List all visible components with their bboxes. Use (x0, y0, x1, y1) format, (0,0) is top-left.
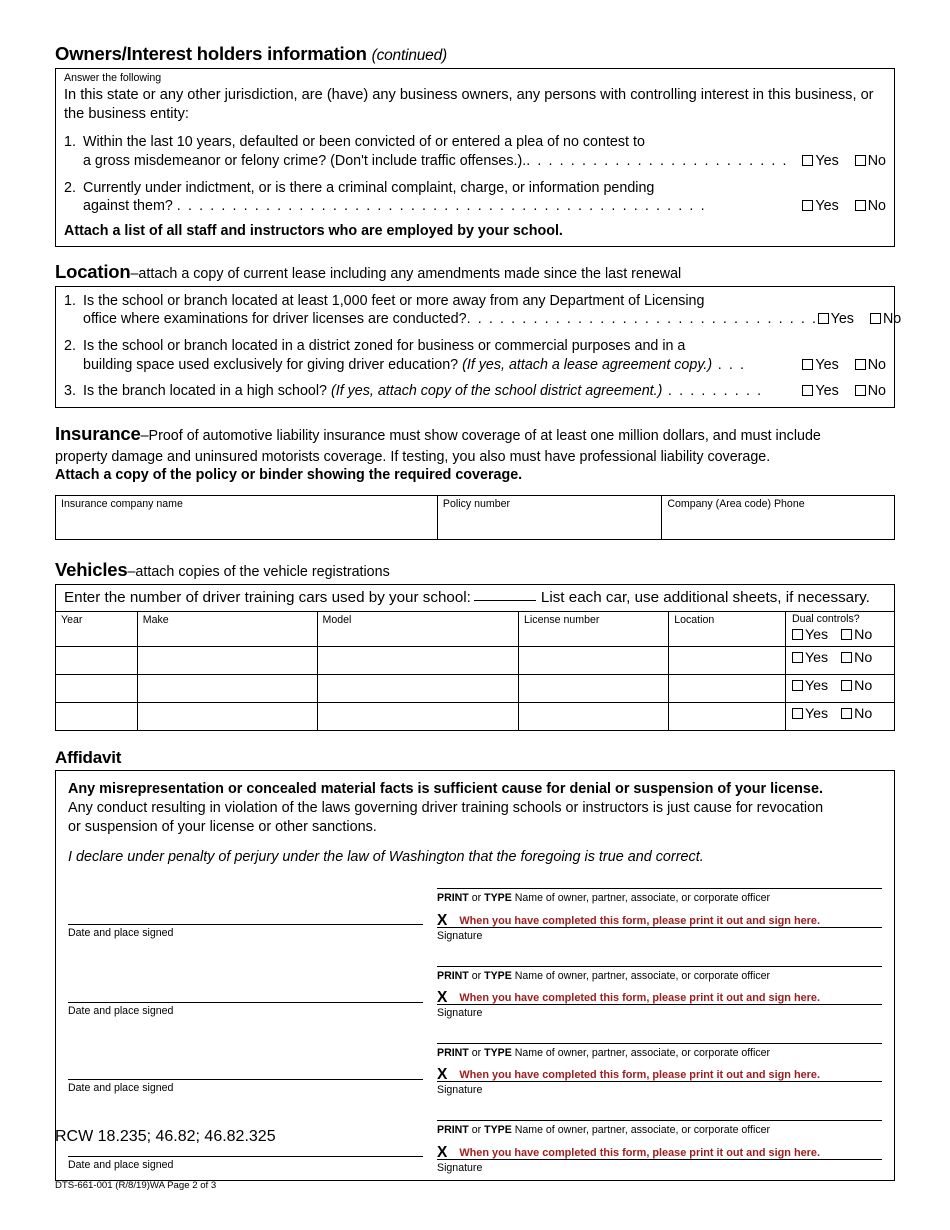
location-q2-no-label: No (867, 357, 886, 374)
vehicles-row2-dual (785, 647, 894, 675)
vehicles-row2-dual-no-label: No (854, 650, 873, 667)
vehicles-row1-dual-yes-checkbox[interactable] (792, 629, 803, 640)
signature-input-1[interactable] (437, 911, 882, 927)
owners-q2-yes-label: Yes (815, 198, 839, 215)
print-label-rest-1: Name of owner, partner, associate, or corporate officer (511, 892, 771, 905)
owners-q2-no-label: No (867, 198, 886, 215)
signature-x-mark-2: X (437, 988, 448, 1006)
vehicles-row2-dual-yes-label: Yes (804, 650, 829, 667)
affidavit-body-line1: Any conduct resulting in violation of the laws governing driver training schools or instructors is just cause for revocation (68, 800, 824, 817)
signature-caption-4: Signature (437, 1161, 483, 1174)
signature-input-4[interactable] (437, 1143, 882, 1159)
date-place-input-1[interactable] (68, 888, 423, 924)
date-place-input-3[interactable] (68, 1043, 423, 1079)
vehicles-row2-license[interactable] (519, 647, 669, 675)
print-name-caption-4 (437, 1124, 882, 1136)
vehicles-col-year-label: Year (61, 614, 83, 627)
vehicles-row2-dual-yes-checkbox[interactable] (792, 652, 803, 663)
location-q1-line1: Is the school or branch located at least 1,000 feet or more away from any Department of Licensing (83, 292, 705, 309)
vehicles-table (55, 584, 895, 731)
signature-block-3 (68, 1043, 882, 1096)
signature-block-3-left (68, 1043, 423, 1096)
vehicles-row2-model[interactable] (317, 647, 519, 675)
vehicles-row1-dual-options[interactable] (792, 627, 890, 643)
vehicles-row1-dual-no-checkbox[interactable] (841, 629, 852, 640)
vehicles-row3-make[interactable] (137, 675, 317, 703)
owners-q1-no-option[interactable] (855, 152, 886, 171)
owners-q2-no-option[interactable] (855, 197, 886, 216)
location-question-1 (64, 292, 902, 330)
date-place-caption-4: Date and place signed (68, 1159, 174, 1172)
signature-block-4-right (437, 1120, 882, 1179)
location-q3-line2: Is the branch located in a high school? (83, 383, 331, 399)
location-q1-no-checkbox[interactable] (870, 313, 881, 324)
signature-x-mark-4: X (437, 1143, 448, 1161)
affidavit-box (55, 770, 895, 1180)
insurance-company-name-label: Insurance company name (61, 497, 183, 510)
vehicles-count-suffix: List each car, use additional sheets, if necessary. (540, 589, 870, 607)
insurance-fields-table (55, 495, 895, 540)
vehicles-row3-dual-options[interactable] (792, 678, 890, 694)
date-place-rule-3 (68, 1079, 423, 1080)
vehicles-col-dual-label: Dual controls? (791, 613, 860, 626)
location-heading-dash: –attach a copy of current lease including any amendments made since the last renewal (130, 265, 682, 282)
vehicles-col-license (519, 612, 669, 647)
vehicles-col-dual-controls (785, 612, 894, 647)
owners-q1-line2: a gross misdemeanor or felony crime? (Don't include traffic offenses.). (83, 152, 527, 169)
location-question-box (55, 286, 902, 408)
vehicles-row1-dual-no-label: No (854, 627, 873, 644)
print-label-rest-3: Name of owner, partner, associate, or corporate officer (511, 1047, 771, 1060)
date-place-rule-4 (68, 1156, 423, 1157)
location-q3-no-option[interactable] (855, 382, 886, 401)
vehicles-row4-dual-yes-checkbox[interactable] (792, 708, 803, 719)
vehicles-row4-location[interactable] (669, 703, 786, 731)
print-label-bold-4: PRINT (437, 1124, 469, 1137)
vehicles-row3-dual-yes-label: Yes (804, 678, 829, 695)
owners-q1-yes-checkbox[interactable] (802, 155, 813, 166)
vehicles-row2-location[interactable] (669, 647, 786, 675)
signature-red-note-1: When you have completed this form, please print it out and sign here. (459, 914, 820, 927)
signature-block-3-right (437, 1043, 882, 1096)
owners-q1-no-checkbox[interactable] (855, 155, 866, 166)
owners-q1-number: 1. (64, 133, 76, 150)
vehicles-row2-make[interactable] (137, 647, 317, 675)
print-name-rule-2 (437, 966, 882, 967)
location-heading-text: Location (55, 260, 131, 282)
print-name-rule-3 (437, 1043, 882, 1044)
vehicles-row4-dual-options[interactable] (792, 706, 890, 722)
table-row (56, 675, 894, 703)
signature-block-1 (68, 888, 882, 941)
location-q1-line2: office where examinations for driver licenses are conducted? (83, 311, 467, 328)
date-place-caption-1: Date and place signed (68, 927, 174, 940)
affidavit-body-line2: or suspension of your license or other sanctions. (68, 818, 377, 835)
location-q3-yes-checkbox[interactable] (802, 385, 813, 396)
location-q1-yes-option[interactable] (818, 310, 854, 329)
vehicles-row4-dual-no-checkbox[interactable] (841, 708, 852, 719)
signature-block-2 (68, 966, 882, 1019)
print-name-rule-4 (437, 1120, 882, 1121)
location-q2-line1: Is the school or branch located in a district zoned for business or commercial purposes and in a (83, 338, 686, 355)
vehicles-col-make (137, 612, 317, 647)
table-row (56, 647, 894, 675)
insurance-policy-number-label: Policy number (442, 497, 511, 510)
vehicles-col-model-label: Model (322, 614, 352, 627)
owners-q2-no-checkbox[interactable] (855, 200, 866, 211)
location-q3-yes-label: Yes (815, 383, 839, 399)
print-label-bold2-4: TYPE (484, 1124, 512, 1137)
vehicles-row3-dual-no-label: No (854, 678, 873, 695)
vehicles-count-prompt: Enter the number of driver training cars used by your school: (64, 589, 471, 607)
signature-red-note-2: When you have completed this form, please print it out and sign here. (459, 991, 820, 1004)
signature-x-mark-3: X (437, 1066, 448, 1084)
vehicles-row4-license[interactable] (519, 703, 669, 731)
signature-red-note-4: When you have completed this form, please print it out and sign here. (459, 1146, 820, 1159)
affidavit-bold-line: Any misrepresentation or concealed material facts is sufficient cause for denial or suspension of your license. (68, 781, 823, 798)
owners-q1-yes-option[interactable] (802, 152, 838, 171)
signature-block-2-right (437, 966, 882, 1019)
owners-question-1 (64, 133, 886, 171)
date-place-input-2[interactable] (68, 966, 423, 1002)
vehicles-col-year (56, 612, 137, 647)
leader-dots: . . . (712, 357, 746, 374)
vehicles-heading-dash: –attach copies of the vehicle registrations (127, 563, 390, 580)
owners-q1-yes-label: Yes (815, 152, 839, 169)
location-q2-number: 2. (64, 338, 76, 355)
vehicles-heading-text: Vehicles (55, 558, 128, 580)
affidavit-section-heading: Affidavit (55, 748, 122, 768)
vehicles-row2-year[interactable] (56, 647, 137, 675)
location-q3-line2-italic: (If yes, attach copy of the school district agreement.) (330, 383, 663, 399)
answer-the-following-label: Answer the following (64, 71, 162, 84)
insurance-section-heading (55, 424, 895, 445)
location-section-heading (55, 262, 895, 283)
location-question-2 (64, 337, 886, 375)
vehicles-row3-location[interactable] (669, 675, 786, 703)
signature-input-2[interactable] (437, 988, 882, 1004)
table-row (56, 703, 894, 731)
insurance-phone-label: Company (Area code) Phone (667, 497, 805, 510)
location-q3-no-label: No (867, 383, 886, 399)
signature-red-note-3: When you have completed this form, please print it out and sign here. (459, 1069, 820, 1082)
signature-rule-2 (437, 1004, 882, 1005)
vehicles-section-heading (55, 560, 895, 581)
location-question-3 (64, 382, 886, 401)
leader-dots: . . . . . . . . . . . . . . . . . . . . . . . . . . . . . . . . . . . . . . . . . . . . . . . . (176, 198, 707, 215)
insurance-body-line2: property damage and uninsured motorists coverage. If testing, you also must have professional liability coverage. (55, 448, 771, 465)
signature-block-2-left (68, 966, 423, 1019)
location-q3-no-checkbox[interactable] (855, 385, 866, 396)
leader-dots: . . . . . . . . . . . . . . . . . . . . . . . . (526, 152, 789, 169)
signature-x-mark-1: X (437, 911, 448, 929)
owners-q1-line1: Within the last 10 years, defaulted or been convicted of or entered a plea of no contest to (83, 133, 645, 150)
location-q1-no-option[interactable] (870, 310, 901, 329)
print-label-bold2-1: TYPE (484, 892, 512, 905)
insurance-policy-number-cell[interactable] (437, 496, 661, 539)
print-label-bold2-3: TYPE (484, 1047, 512, 1060)
signature-input-3[interactable] (437, 1065, 882, 1084)
location-q2-no-checkbox[interactable] (855, 359, 866, 370)
owners-question-2 (64, 179, 886, 217)
leader-dots: . . . . . . . . . . . . . . . . . . . . . . . . . . . . . . . . (466, 311, 818, 328)
owners-attach-note: Attach a list of all staff and instructors who are employed by your school. (64, 223, 563, 240)
print-name-rule-1 (437, 888, 882, 889)
table-row (56, 496, 894, 539)
location-q2-yes-checkbox[interactable] (802, 359, 813, 370)
vehicles-row3-license[interactable] (519, 675, 669, 703)
location-q3-yes-option[interactable] (802, 382, 838, 401)
owners-question-box (55, 68, 895, 247)
vehicles-row2-dual-options[interactable] (792, 650, 890, 666)
location-q1-no-label: No (882, 311, 902, 328)
owners-heading-text: Owners/Interest holders information (55, 43, 367, 64)
print-label-bold-3: PRINT (437, 1047, 469, 1060)
print-name-caption-3 (437, 1047, 882, 1059)
print-name-caption-1 (437, 892, 882, 904)
print-label-mid-1: or (468, 892, 485, 905)
vehicles-row3-dual (785, 675, 894, 703)
insurance-heading-dash: –Proof of automotive liability insurance must show coverage of at least one million dollars, and must include (140, 427, 821, 444)
vehicles-row2-dual-no-checkbox[interactable] (841, 652, 852, 663)
location-q3-number: 3. (64, 383, 76, 399)
vehicles-row4-dual (785, 703, 894, 731)
insurance-heading-text: Insurance (55, 422, 141, 444)
print-label-mid-2: or (468, 969, 485, 982)
owners-intro-text: In this state or any other jurisdiction, are (have) any business owners, any persons with controlling interest in this business, or the business entity: (64, 86, 874, 122)
print-label-mid-3: or (468, 1047, 485, 1060)
affidavit-declaration: I declare under penalty of perjury under the law of Washington that the foregoing is true and correct. (68, 848, 704, 865)
date-place-caption-3: Date and place signed (68, 1082, 174, 1095)
vehicles-row3-year[interactable] (56, 675, 137, 703)
vehicles-col-model (317, 612, 519, 647)
location-q1-number: 1. (64, 292, 76, 309)
vehicles-row3-dual-yes-checkbox[interactable] (792, 680, 803, 691)
location-q1-yes-label: Yes (830, 311, 854, 328)
leader-dots: . . . . . . . . . (662, 383, 763, 399)
signature-block-1-right (437, 888, 882, 941)
owners-q2-yes-option[interactable] (802, 197, 838, 216)
date-place-rule-1 (68, 924, 423, 925)
location-q2-yes-label: Yes (815, 357, 839, 374)
vehicles-count-input[interactable] (474, 589, 536, 601)
signature-rule-3 (437, 1081, 882, 1082)
vehicles-row1-dual-yes-label: Yes (804, 627, 829, 644)
print-label-bold-1: PRINT (437, 892, 469, 905)
vehicles-col-license-label: License number (524, 614, 600, 627)
vehicles-row3-dual-no-checkbox[interactable] (841, 680, 852, 691)
rcw-reference: RCW 18.235; 46.82; 46.82.325 (55, 1128, 276, 1145)
vehicles-row4-model[interactable] (317, 703, 519, 731)
location-q1-yes-checkbox[interactable] (818, 313, 829, 324)
vehicles-row4-year[interactable] (56, 703, 137, 731)
signature-block-1-left (68, 888, 423, 941)
vehicles-count-row (56, 585, 894, 612)
owners-heading-continued: (continued) (371, 47, 447, 64)
vehicles-col-location-label: Location (674, 614, 715, 627)
insurance-attach-note: Attach a copy of the policy or binder showing the required coverage. (55, 467, 523, 484)
vehicles-col-make-label: Make (142, 614, 169, 627)
signature-caption-2: Signature (437, 1006, 483, 1019)
print-label-rest-4: Name of owner, partner, associate, or corporate officer (511, 1124, 771, 1137)
vehicles-row4-dual-no-label: No (854, 706, 873, 723)
vehicles-header-row (56, 612, 894, 647)
location-q2-line2-italic: (If yes, attach a lease agreement copy.) (462, 357, 713, 374)
signature-caption-1: Signature (437, 929, 483, 942)
insurance-company-name-cell[interactable] (56, 496, 437, 539)
owners-q2-yes-checkbox[interactable] (802, 200, 813, 211)
print-label-rest-2: Name of owner, partner, associate, or corporate officer (511, 969, 771, 982)
signature-caption-3: Signature (437, 1084, 483, 1097)
location-q2-yes-option[interactable] (802, 356, 838, 375)
insurance-phone-cell[interactable] (662, 496, 894, 539)
owners-section-heading (55, 44, 895, 65)
print-label-mid-4: or (468, 1124, 485, 1137)
print-label-bold-2: PRINT (437, 969, 469, 982)
location-q2-no-option[interactable] (855, 356, 886, 375)
owners-q1-no-label: No (867, 152, 886, 169)
owners-q2-line2: against them? (83, 198, 177, 215)
vehicles-row4-dual-yes-label: Yes (804, 706, 829, 723)
print-name-caption-2 (437, 970, 882, 982)
date-place-rule-2 (68, 1002, 423, 1003)
vehicles-row3-model[interactable] (317, 675, 519, 703)
date-place-caption-2: Date and place signed (68, 1004, 174, 1017)
form-id-footer: DTS-661-001 (R/8/19)WA Page 2 of 3 (55, 1180, 217, 1191)
owners-q2-line1: Currently under indictment, or is there a criminal complaint, charge, or information pending (83, 179, 655, 196)
location-q2-line2: building space used exclusively for giving driver education? (83, 357, 463, 374)
owners-q2-number: 2. (64, 179, 76, 196)
vehicles-col-location (669, 612, 786, 647)
print-label-bold2-2: TYPE (484, 969, 512, 982)
vehicles-row4-make[interactable] (137, 703, 317, 731)
